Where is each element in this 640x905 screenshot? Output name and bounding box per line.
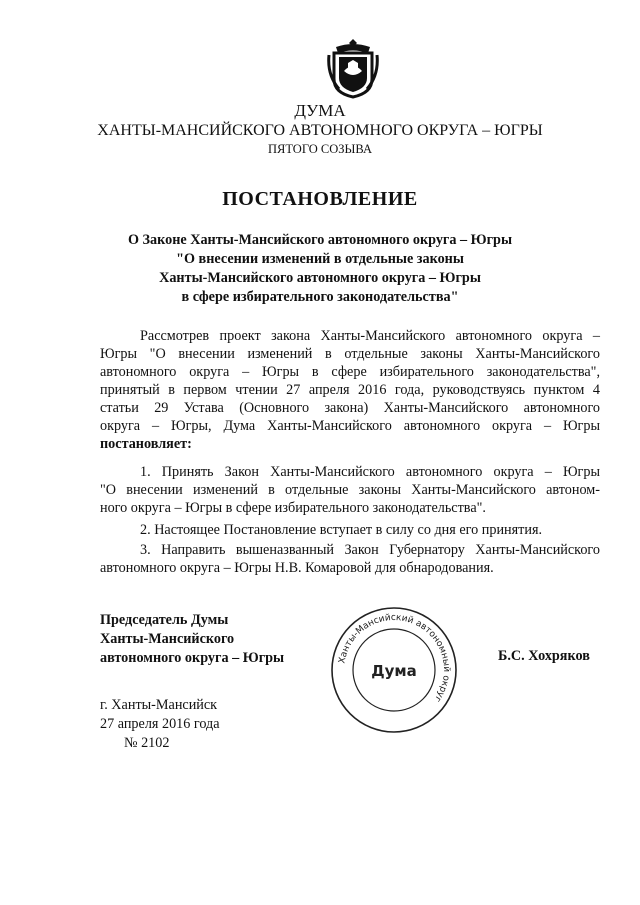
item-line: 2. Настоящее Постановление вступает в силу со дня его принятия. [140, 522, 543, 538]
chairman-title [100, 611, 284, 668]
resolves-word: постановляет: [100, 436, 192, 452]
preamble-line: Рассмотрев проект закона Ханты-Мансийского автономного округа – [140, 328, 600, 344]
chairman-title-line: Председатель Думы [100, 612, 229, 628]
place-date-block [100, 696, 220, 753]
official-stamp [328, 604, 460, 736]
item-line: ного округа – Югры в сфере избирательного законодательства". [100, 500, 486, 516]
document-number: № 2102 [124, 735, 170, 751]
coat-of-arms-emblem [326, 37, 380, 99]
preamble-line: округа – Югры, Дума Ханты-Мансийского автономного округа – Югры [100, 418, 600, 434]
subject-line: Ханты-Мансийского автономного округа – Югры [159, 270, 481, 286]
document-type-title: ПОСТАНОВЛЕНИЕ [222, 188, 418, 210]
item-1-paragraph [100, 463, 600, 517]
city: г. Ханты-Мансийск [100, 697, 218, 713]
item-line: 1. Принять Закон Ханты-Мансийского автономного округа – Югры [140, 464, 600, 480]
preamble-paragraph [100, 327, 600, 453]
document-subject [0, 231, 640, 307]
date: 27 апреля 2016 года [100, 716, 220, 732]
chairman-title-line: Ханты-Мансийского [100, 631, 235, 647]
stamp-center-text: Дума [371, 662, 417, 680]
preamble-line: автономного округа – Югры в сфере избирательного законодательства", [100, 364, 600, 380]
item-line: "О внесении изменений в отдельные законы Ханты-Мансийского автоном- [100, 482, 600, 498]
header-duma: ДУМА [294, 101, 346, 120]
preamble-line: статьи 29 Устава (Основного закона) Ханты-Мансийского автономного [100, 400, 600, 416]
header-convocation: ПЯТОГО СОЗЫВА [267, 142, 373, 156]
item-line: 3. Направить вышеназванный Закон Губернатору Ханты-Мансийского [140, 542, 600, 558]
subject-line: "О внесении изменений в отдельные законы [176, 251, 464, 267]
preamble-line: Югры "О внесении изменений в отдельные законы Ханты-Мансийского [100, 346, 600, 362]
chairman-title-line: автономного округа – Югры [100, 650, 285, 666]
signer-name: Б.С. Хохряков [498, 648, 590, 664]
subject-line: в сфере избирательного законодательства" [181, 289, 459, 305]
subject-line: О Законе Ханты-Мансийского автономного округа – Югры [127, 232, 513, 248]
stamp-ring-text: Ханты-Мансийский автономный округ [337, 612, 452, 704]
item-line: автономного округа – Югры Н.В. Комаровой для обнародования. [100, 560, 494, 576]
preamble-line: принятый в первом чтении 27 апреля 2016 года, руководствуясь пунктом 4 [100, 382, 600, 398]
item-2-paragraph [100, 521, 600, 539]
item-3-paragraph [100, 541, 600, 577]
header-okrug: ХАНТЫ-МАНСИЙСКОГО АВТОНОМНОГО ОКРУГА – ЮГРЫ [97, 122, 543, 139]
